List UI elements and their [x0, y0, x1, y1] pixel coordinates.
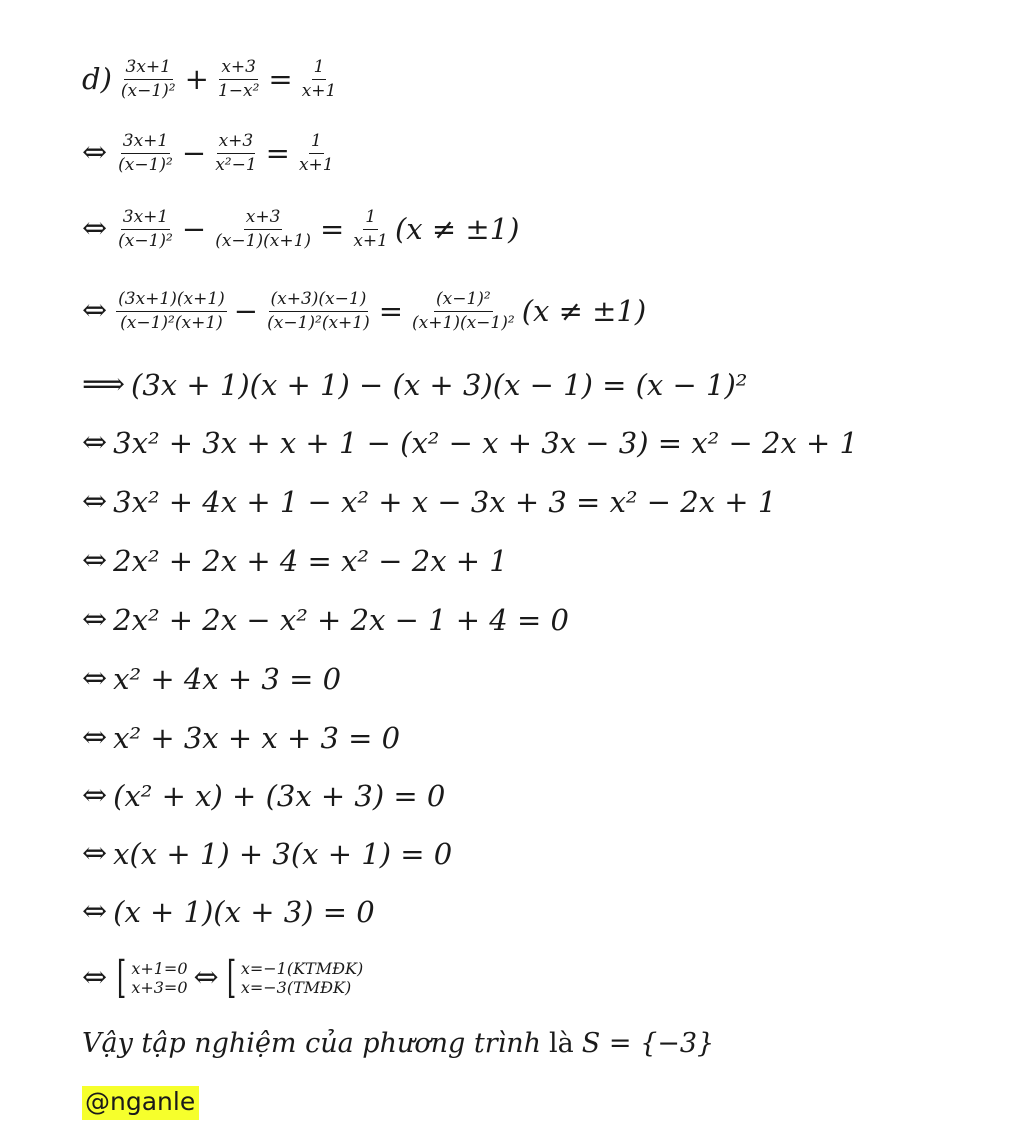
equals-sign: = [268, 61, 293, 96]
equation-line-1 [82, 58, 341, 100]
case-bracket-left [113, 952, 188, 1003]
step-line [82, 778, 446, 813]
fraction: $\frac{3x+1}{\text{(x−1)²}}$ [118, 207, 173, 251]
solution-set: S = {−3} [581, 1028, 715, 1059]
case-equation: x+1=0 [131, 958, 188, 978]
fraction: $\frac{3x+1}{\text{(x−1)²}}$ [120, 57, 176, 101]
fraction: $\frac{x+3}{(x-1)(x+1)}$ [215, 207, 312, 251]
equivalence-arrow: ⇔ [82, 894, 108, 929]
equivalence-arrow: ⇔ [82, 425, 108, 460]
step-line [82, 836, 453, 871]
operator: − [181, 135, 207, 170]
equivalence-arrow: ⇔ [82, 960, 108, 995]
equivalence-arrow: ⇔ [82, 720, 108, 755]
bracket-symbol: [ [117, 952, 127, 1003]
fraction: $\frac{1}{x+1}$ [298, 131, 334, 175]
case-solution: x=−1(KTMĐK) [240, 958, 364, 978]
operator: − [181, 211, 207, 246]
step-expression: x² + 4x + 3 = 0 [113, 661, 342, 696]
step-line [82, 661, 342, 696]
step-expression: x(x + 1) + 3(x + 1) = 0 [113, 836, 453, 871]
conclusion-line [82, 1030, 714, 1057]
step-expression: x² + 3x + x + 3 = 0 [113, 720, 401, 755]
bracket-symbol: [ [226, 952, 236, 1003]
case-bracket-right [223, 952, 364, 1003]
fraction: $\frac{1}{x+1}$ [301, 57, 337, 101]
case-equation: x+3=0 [131, 978, 188, 997]
case-solution: x=−3(TMĐK) [240, 978, 352, 997]
fraction: $\frac{x+3}{\text{x²−1}}$ [215, 131, 257, 175]
step-line [82, 720, 401, 755]
fraction: $\frac{(3x+1)(x+1)}{\text{(x−1)²(x+1)}}$ [118, 289, 225, 333]
case-split-line [82, 952, 364, 1003]
fraction: $\frac{3x+1}{\text{(x−1)²}}$ [118, 131, 173, 175]
equivalence-arrow: ⇔ [82, 293, 108, 329]
equivalence-arrow: ⇔ [82, 778, 108, 813]
step-line [82, 367, 748, 402]
fraction: $\frac{1}{x+1}$ [353, 207, 388, 251]
fraction: $\frac{(x+3)(x-1)}{\text{(x−1)²(x+1)}}$ [267, 289, 370, 333]
step-expression: 2x² + 2x − x² + 2x − 1 + 4 = 0 [113, 602, 569, 637]
conclusion-text: Vậy tập nghiệm của phương trình [82, 1028, 542, 1059]
equivalence-arrow: ⇔ [82, 543, 108, 578]
equivalence-arrow: ⇔ [82, 661, 108, 696]
step-line [82, 894, 375, 929]
step-expression: (3x + 1)(x + 1) − (x + 3)(x − 1) = (x − 1)² [131, 367, 748, 402]
step-line [82, 425, 858, 460]
equals-sign: = [265, 135, 290, 170]
equivalence-arrow: ⇔ [82, 211, 108, 247]
step-line [82, 484, 777, 519]
step-line [82, 543, 508, 578]
operator: − [233, 293, 259, 328]
conclusion-la: là [549, 1028, 574, 1059]
equals-sign: = [378, 293, 404, 328]
equivalence-arrow: ⇔ [82, 135, 108, 171]
part-label: d) [82, 61, 112, 96]
equivalence-arrow: ⇔ [82, 484, 108, 519]
step-expression: (x + 1)(x + 3) = 0 [113, 894, 375, 929]
equation-line-4 [82, 290, 646, 332]
step-line [82, 602, 569, 637]
equals-sign: = [320, 211, 345, 246]
fraction: $\frac{\text{(x−1)²}}{\text{(x+1)(x−1)²}}$ [412, 289, 515, 333]
step-expression: 2x² + 2x + 4 = x² − 2x + 1 [113, 543, 508, 578]
fraction: $\frac{x+3}{\text{1−x²}}$ [217, 57, 260, 101]
step-expression: 3x² + 3x + x + 1 − (x² − x + 3x − 3) = x² − 2x + 1 [113, 425, 858, 460]
domain-condition: (x ≠ ±1) [394, 211, 520, 246]
operator: + [184, 61, 209, 96]
equation-line-2 [82, 132, 339, 174]
equivalence-arrow: ⇔ [82, 602, 108, 637]
implication-arrow: ⟹ [82, 367, 126, 402]
equivalence-arrow: ⇔ [193, 960, 219, 995]
author-signature: @nganle [82, 1086, 199, 1120]
domain-condition: (x ≠ ±1) [521, 293, 647, 328]
step-expression: (x² + x) + (3x + 3) = 0 [113, 778, 446, 813]
step-expression: 3x² + 4x + 1 − x² + x − 3x + 3 = x² − 2x + 1 [113, 484, 777, 519]
equation-line-3 [82, 208, 519, 250]
equivalence-arrow: ⇔ [82, 836, 108, 871]
